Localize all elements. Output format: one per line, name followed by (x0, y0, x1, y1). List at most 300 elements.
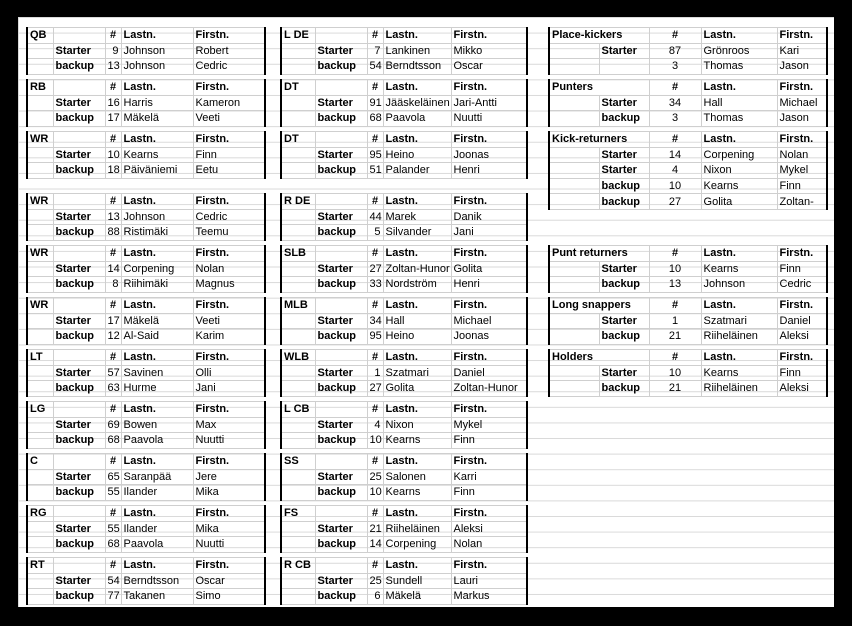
last-name-cell[interactable]: Kearns (383, 433, 451, 449)
player-row[interactable] (27, 589, 265, 605)
player-row[interactable] (27, 537, 265, 553)
player-row[interactable] (281, 365, 527, 381)
role-cell[interactable]: Starter (599, 163, 649, 179)
player-row[interactable] (281, 433, 527, 449)
player-row[interactable] (549, 43, 827, 59)
first-name-cell[interactable]: Nuutti (193, 433, 265, 449)
first-name-cell[interactable]: Finn (451, 433, 527, 449)
last-name-cell[interactable]: Mäkelä (383, 589, 451, 605)
first-name-cell[interactable]: Mikko (451, 43, 527, 59)
last-name-cell[interactable]: Berndtsson (383, 59, 451, 75)
position-label[interactable]: WR (27, 246, 53, 262)
position-label[interactable]: LT (27, 350, 53, 366)
player-row[interactable] (281, 209, 527, 225)
player-row[interactable] (27, 469, 265, 485)
player-row[interactable] (281, 163, 527, 179)
number-cell[interactable]: 9 (105, 43, 121, 59)
role-cell[interactable]: backup (315, 485, 367, 501)
number-cell[interactable]: 10 (105, 147, 121, 163)
position-label[interactable]: Long snappers (549, 298, 649, 314)
role-cell[interactable]: backup (53, 277, 105, 293)
player-row[interactable] (27, 573, 265, 589)
number-cell[interactable]: 10 (649, 178, 701, 194)
role-cell[interactable]: backup (53, 329, 105, 345)
last-name-cell[interactable]: Bowen (121, 417, 193, 433)
number-cell[interactable]: 14 (649, 147, 701, 163)
position-label[interactable]: SS (281, 454, 315, 470)
number-cell[interactable]: 77 (105, 589, 121, 605)
first-name-cell[interactable]: Karim (193, 329, 265, 345)
number-cell[interactable]: 4 (649, 163, 701, 179)
number-cell[interactable]: 54 (367, 59, 383, 75)
first-name-cell[interactable]: Cedric (193, 59, 265, 75)
role-cell[interactable]: backup (599, 381, 649, 397)
role-cell[interactable]: backup (53, 163, 105, 179)
first-name-cell[interactable]: Zoltan-Hunor (451, 381, 527, 397)
number-cell[interactable]: 10 (367, 433, 383, 449)
player-row[interactable] (281, 111, 527, 127)
first-name-cell[interactable]: Finn (777, 261, 827, 277)
role-cell[interactable]: Starter (315, 521, 367, 537)
number-cell[interactable]: 1 (649, 313, 701, 329)
role-cell[interactable]: backup (315, 111, 367, 127)
player-row[interactable] (27, 147, 265, 163)
number-cell[interactable]: 3 (649, 59, 701, 75)
last-name-cell[interactable]: Mäkelä (121, 111, 193, 127)
position-label[interactable]: R DE (281, 194, 315, 210)
last-name-cell[interactable]: Salonen (383, 469, 451, 485)
first-name-cell[interactable]: Finn (777, 365, 827, 381)
first-name-cell[interactable]: Eetu (193, 163, 265, 179)
number-cell[interactable]: 13 (105, 59, 121, 75)
position-label[interactable]: DT (281, 80, 315, 96)
number-cell[interactable]: 17 (105, 313, 121, 329)
first-name-cell[interactable]: Mika (193, 485, 265, 501)
first-name-cell[interactable]: Jason (777, 59, 827, 75)
position-label[interactable]: SLB (281, 246, 315, 262)
player-row[interactable] (549, 111, 827, 127)
role-cell[interactable]: Starter (599, 95, 649, 111)
role-cell[interactable]: Starter (53, 261, 105, 277)
number-cell[interactable]: 68 (105, 433, 121, 449)
player-row[interactable] (549, 178, 827, 194)
number-cell[interactable]: 13 (105, 209, 121, 225)
player-row[interactable] (281, 485, 527, 501)
first-name-cell[interactable]: Daniel (451, 365, 527, 381)
role-cell[interactable]: backup (315, 433, 367, 449)
role-cell[interactable]: backup (53, 485, 105, 501)
player-row[interactable] (549, 365, 827, 381)
position-label[interactable]: L DE (281, 28, 315, 44)
number-cell[interactable]: 54 (105, 573, 121, 589)
number-cell[interactable]: 5 (367, 225, 383, 241)
player-row[interactable] (281, 95, 527, 111)
role-cell[interactable]: backup (315, 589, 367, 605)
role-cell[interactable]: Starter (53, 313, 105, 329)
number-cell[interactable]: 95 (367, 147, 383, 163)
number-cell[interactable]: 65 (105, 469, 121, 485)
first-name-cell[interactable]: Finn (451, 485, 527, 501)
player-row[interactable] (27, 59, 265, 75)
number-cell[interactable]: 51 (367, 163, 383, 179)
first-name-cell[interactable]: Cedric (193, 209, 265, 225)
last-name-cell[interactable]: Savinen (121, 365, 193, 381)
role-cell[interactable]: backup (53, 433, 105, 449)
first-name-cell[interactable]: Aleksi (451, 521, 527, 537)
player-row[interactable] (549, 163, 827, 179)
role-cell[interactable]: backup (53, 589, 105, 605)
last-name-cell[interactable]: Berndtsson (121, 573, 193, 589)
role-cell[interactable]: backup (53, 381, 105, 397)
number-cell[interactable]: 21 (649, 381, 701, 397)
position-label[interactable]: RG (27, 506, 53, 522)
first-name-cell[interactable]: Nolan (777, 147, 827, 163)
player-row[interactable] (27, 365, 265, 381)
last-name-cell[interactable]: Lankinen (383, 43, 451, 59)
position-label[interactable]: Holders (549, 350, 649, 366)
number-cell[interactable]: 33 (367, 277, 383, 293)
last-name-cell[interactable]: Johnson (121, 209, 193, 225)
role-cell[interactable]: backup (53, 111, 105, 127)
role-cell[interactable]: Starter (53, 417, 105, 433)
player-row[interactable] (27, 261, 265, 277)
first-name-cell[interactable]: Markus (451, 589, 527, 605)
number-cell[interactable]: 4 (367, 417, 383, 433)
number-cell[interactable]: 27 (367, 261, 383, 277)
player-row[interactable] (281, 381, 527, 397)
number-cell[interactable]: 17 (105, 111, 121, 127)
player-row[interactable] (27, 43, 265, 59)
number-cell[interactable]: 69 (105, 417, 121, 433)
position-label[interactable]: Punt returners (549, 246, 649, 262)
first-name-cell[interactable]: Nuutti (193, 537, 265, 553)
first-name-cell[interactable]: Aleksi (777, 381, 827, 397)
first-name-cell[interactable]: Daniel (777, 313, 827, 329)
first-name-cell[interactable]: Michael (777, 95, 827, 111)
first-name-cell[interactable]: Nolan (451, 537, 527, 553)
number-cell[interactable]: 91 (367, 95, 383, 111)
role-cell[interactable]: backup (315, 329, 367, 345)
last-name-cell[interactable]: Jääskeläinen (383, 95, 451, 111)
last-name-cell[interactable]: Hurme (121, 381, 193, 397)
number-cell[interactable]: 25 (367, 573, 383, 589)
position-label[interactable]: WLB (281, 350, 315, 366)
first-name-cell[interactable]: Lauri (451, 573, 527, 589)
player-row[interactable] (549, 261, 827, 277)
number-cell[interactable]: 13 (649, 277, 701, 293)
last-name-cell[interactable]: Kearns (701, 365, 777, 381)
number-cell[interactable]: 25 (367, 469, 383, 485)
role-cell[interactable]: Starter (599, 313, 649, 329)
last-name-cell[interactable]: Kearns (121, 147, 193, 163)
first-name-cell[interactable]: Nolan (193, 261, 265, 277)
last-name-cell[interactable]: Kearns (701, 178, 777, 194)
last-name-cell[interactable]: Saranpää (121, 469, 193, 485)
last-name-cell[interactable]: Harris (121, 95, 193, 111)
number-cell[interactable]: 88 (105, 225, 121, 241)
player-row[interactable] (281, 261, 527, 277)
last-name-cell[interactable]: Corpening (383, 537, 451, 553)
position-label[interactable]: L CB (281, 402, 315, 418)
role-cell[interactable]: backup (599, 111, 649, 127)
role-cell[interactable]: Starter (315, 365, 367, 381)
first-name-cell[interactable]: Veeti (193, 111, 265, 127)
role-cell[interactable]: backup (315, 225, 367, 241)
player-row[interactable] (281, 59, 527, 75)
player-row[interactable] (281, 313, 527, 329)
player-row[interactable] (281, 277, 527, 293)
role-cell[interactable]: Starter (599, 261, 649, 277)
first-name-cell[interactable]: Henri (451, 277, 527, 293)
number-cell[interactable]: 3 (649, 111, 701, 127)
last-name-cell[interactable]: Zoltan-Hunor (383, 261, 451, 277)
player-row[interactable] (281, 43, 527, 59)
position-label[interactable]: LG (27, 402, 53, 418)
position-label[interactable]: R CB (281, 558, 315, 574)
role-cell[interactable]: backup (599, 277, 649, 293)
number-cell[interactable]: 27 (367, 381, 383, 397)
number-cell[interactable]: 1 (367, 365, 383, 381)
number-cell[interactable]: 68 (367, 111, 383, 127)
number-cell[interactable]: 6 (367, 589, 383, 605)
last-name-cell[interactable]: Päiväniemi (121, 163, 193, 179)
first-name-cell[interactable]: Jani (451, 225, 527, 241)
number-cell[interactable]: 87 (649, 43, 701, 59)
role-cell[interactable]: backup (315, 537, 367, 553)
last-name-cell[interactable]: Ilander (121, 521, 193, 537)
role-cell[interactable]: Starter (599, 43, 649, 59)
last-name-cell[interactable]: Hall (383, 313, 451, 329)
number-cell[interactable]: 95 (367, 329, 383, 345)
position-label[interactable]: QB (27, 28, 53, 44)
last-name-cell[interactable]: Heino (383, 329, 451, 345)
number-cell[interactable]: 57 (105, 365, 121, 381)
last-name-cell[interactable]: Heino (383, 147, 451, 163)
last-name-cell[interactable]: Sundell (383, 573, 451, 589)
number-cell[interactable]: 27 (649, 194, 701, 210)
role-cell[interactable]: Starter (599, 147, 649, 163)
number-cell[interactable]: 44 (367, 209, 383, 225)
first-name-cell[interactable]: Jani (193, 381, 265, 397)
number-cell[interactable]: 10 (649, 365, 701, 381)
role-cell[interactable]: backup (315, 381, 367, 397)
first-name-cell[interactable]: Robert (193, 43, 265, 59)
player-row[interactable] (27, 225, 265, 241)
role-cell[interactable]: Starter (315, 147, 367, 163)
role-cell[interactable]: Starter (53, 365, 105, 381)
last-name-cell[interactable]: Palander (383, 163, 451, 179)
last-name-cell[interactable]: Kearns (383, 485, 451, 501)
first-name-cell[interactable]: Karri (451, 469, 527, 485)
role-cell[interactable]: Starter (315, 417, 367, 433)
player-row[interactable] (281, 147, 527, 163)
player-row[interactable] (281, 589, 527, 605)
last-name-cell[interactable]: Thomas (701, 111, 777, 127)
player-row[interactable] (549, 194, 827, 210)
player-row[interactable] (27, 313, 265, 329)
player-row[interactable] (281, 225, 527, 241)
number-cell[interactable]: 18 (105, 163, 121, 179)
first-name-cell[interactable]: Max (193, 417, 265, 433)
role-cell[interactable]: Starter (53, 43, 105, 59)
player-row[interactable] (549, 381, 827, 397)
position-label[interactable]: MLB (281, 298, 315, 314)
last-name-cell[interactable]: Golita (701, 194, 777, 210)
role-cell[interactable]: Starter (315, 469, 367, 485)
number-cell[interactable]: 63 (105, 381, 121, 397)
first-name-cell[interactable]: Jere (193, 469, 265, 485)
role-cell[interactable] (599, 59, 649, 75)
position-label[interactable]: WR (27, 194, 53, 210)
number-cell[interactable]: 14 (105, 261, 121, 277)
player-row[interactable] (549, 147, 827, 163)
player-row[interactable] (27, 277, 265, 293)
player-row[interactable] (549, 95, 827, 111)
position-label[interactable]: C (27, 454, 53, 470)
player-row[interactable] (27, 163, 265, 179)
role-cell[interactable]: Starter (315, 261, 367, 277)
last-name-cell[interactable]: Hall (701, 95, 777, 111)
player-row[interactable] (281, 417, 527, 433)
first-name-cell[interactable]: Mykel (451, 417, 527, 433)
first-name-cell[interactable]: Danik (451, 209, 527, 225)
position-label[interactable]: Place-kickers (549, 28, 649, 44)
role-cell[interactable]: Starter (53, 209, 105, 225)
player-row[interactable] (27, 329, 265, 345)
role-cell[interactable]: backup (599, 194, 649, 210)
first-name-cell[interactable]: Simo (193, 589, 265, 605)
first-name-cell[interactable]: Finn (193, 147, 265, 163)
last-name-cell[interactable]: Paavola (383, 111, 451, 127)
first-name-cell[interactable]: Oscar (451, 59, 527, 75)
role-cell[interactable]: backup (53, 537, 105, 553)
last-name-cell[interactable]: Marek (383, 209, 451, 225)
player-row[interactable] (549, 59, 827, 75)
last-name-cell[interactable]: Corpening (701, 147, 777, 163)
last-name-cell[interactable]: Paavola (121, 433, 193, 449)
first-name-cell[interactable]: Jason (777, 111, 827, 127)
number-cell[interactable]: 55 (105, 521, 121, 537)
number-cell[interactable]: 68 (105, 537, 121, 553)
role-cell[interactable]: Starter (315, 573, 367, 589)
role-cell[interactable]: Starter (53, 147, 105, 163)
number-cell[interactable]: 8 (105, 277, 121, 293)
number-cell[interactable]: 12 (105, 329, 121, 345)
role-cell[interactable]: Starter (315, 43, 367, 59)
player-row[interactable] (27, 433, 265, 449)
role-cell[interactable]: backup (315, 277, 367, 293)
last-name-cell[interactable]: Johnson (121, 59, 193, 75)
player-row[interactable] (27, 381, 265, 397)
number-cell[interactable]: 14 (367, 537, 383, 553)
player-row[interactable] (281, 537, 527, 553)
last-name-cell[interactable]: Kearns (701, 261, 777, 277)
last-name-cell[interactable]: Szatmari (701, 313, 777, 329)
role-cell[interactable]: Starter (599, 365, 649, 381)
first-name-cell[interactable]: Oscar (193, 573, 265, 589)
number-cell[interactable]: 16 (105, 95, 121, 111)
role-cell[interactable]: backup (599, 329, 649, 345)
player-row[interactable] (27, 485, 265, 501)
first-name-cell[interactable]: Kameron (193, 95, 265, 111)
first-name-cell[interactable]: Jari-Antti (451, 95, 527, 111)
last-name-cell[interactable]: Riihimäki (121, 277, 193, 293)
position-label[interactable]: WR (27, 132, 53, 148)
player-row[interactable] (27, 417, 265, 433)
role-cell[interactable]: Starter (315, 95, 367, 111)
first-name-cell[interactable]: Mykel (777, 163, 827, 179)
first-name-cell[interactable]: Magnus (193, 277, 265, 293)
first-name-cell[interactable]: Michael (451, 313, 527, 329)
first-name-cell[interactable]: Teemu (193, 225, 265, 241)
last-name-cell[interactable]: Corpening (121, 261, 193, 277)
last-name-cell[interactable]: Riiheläinen (701, 381, 777, 397)
last-name-cell[interactable]: Al-Said (121, 329, 193, 345)
last-name-cell[interactable]: Ristimäki (121, 225, 193, 241)
number-cell[interactable]: 34 (367, 313, 383, 329)
first-name-cell[interactable]: Aleksi (777, 329, 827, 345)
last-name-cell[interactable]: Johnson (701, 277, 777, 293)
first-name-cell[interactable]: Veeti (193, 313, 265, 329)
player-row[interactable] (27, 111, 265, 127)
first-name-cell[interactable]: Cedric (777, 277, 827, 293)
last-name-cell[interactable]: Nixon (701, 163, 777, 179)
number-cell[interactable]: 55 (105, 485, 121, 501)
number-cell[interactable]: 21 (367, 521, 383, 537)
last-name-cell[interactable]: Paavola (121, 537, 193, 553)
player-row[interactable] (281, 469, 527, 485)
last-name-cell[interactable]: Nordström (383, 277, 451, 293)
position-label[interactable]: FS (281, 506, 315, 522)
role-cell[interactable]: Starter (315, 209, 367, 225)
position-label[interactable]: Kick-returners (549, 132, 649, 148)
last-name-cell[interactable]: Takanen (121, 589, 193, 605)
position-label[interactable]: Punters (549, 80, 649, 96)
player-row[interactable] (281, 573, 527, 589)
role-cell[interactable]: Starter (315, 313, 367, 329)
role-cell[interactable]: backup (315, 163, 367, 179)
player-row[interactable] (549, 277, 827, 293)
player-row[interactable] (27, 95, 265, 111)
role-cell[interactable]: Starter (53, 521, 105, 537)
player-row[interactable] (549, 329, 827, 345)
number-cell[interactable]: 34 (649, 95, 701, 111)
first-name-cell[interactable]: Zoltan- (777, 194, 827, 210)
number-cell[interactable]: 21 (649, 329, 701, 345)
position-label[interactable]: RB (27, 80, 53, 96)
number-cell[interactable]: 7 (367, 43, 383, 59)
role-cell[interactable]: backup (53, 225, 105, 241)
last-name-cell[interactable]: Johnson (121, 43, 193, 59)
role-cell[interactable]: Starter (53, 95, 105, 111)
number-cell[interactable]: 10 (649, 261, 701, 277)
player-row[interactable] (281, 521, 527, 537)
role-cell[interactable]: backup (53, 59, 105, 75)
last-name-cell[interactable]: Thomas (701, 59, 777, 75)
position-label[interactable]: WR (27, 298, 53, 314)
first-name-cell[interactable]: Joonas (451, 329, 527, 345)
player-row[interactable] (27, 209, 265, 225)
last-name-cell[interactable]: Ilander (121, 485, 193, 501)
first-name-cell[interactable]: Mika (193, 521, 265, 537)
first-name-cell[interactable]: Golita (451, 261, 527, 277)
role-cell[interactable]: Starter (53, 469, 105, 485)
player-row[interactable] (549, 313, 827, 329)
last-name-cell[interactable]: Szatmari (383, 365, 451, 381)
position-label[interactable]: DT (281, 132, 315, 148)
first-name-cell[interactable]: Finn (777, 178, 827, 194)
role-cell[interactable]: Starter (53, 573, 105, 589)
